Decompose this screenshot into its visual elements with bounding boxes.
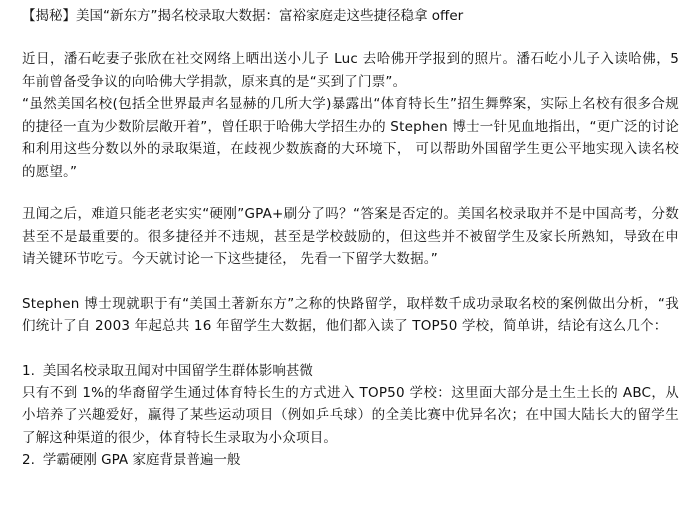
section-1-body: 只有不到 1%的华裔留学生通过体育特长生的方式进入 TOP50 学校：这里面大部分是土生土长的 ABC，从小培养了兴趣爱好，赢得了某些运动项目（例如乒乓球）的全美比赛中优异名次；在中国大陆长大的留学生了解这种渠道的很少，体育特长生录取为小众项目。 bbox=[22, 384, 679, 446]
section-1-title: 美国名校录取丑闻对中国留学生群体影响甚微 bbox=[42, 362, 313, 379]
paragraph-intro: 近日，潘石屹妻子张欣在社交网络上晒出送小儿子 Luc 去哈佛开学报到的照片。潘石屹小儿子入读哈佛，5 年前曾备受争议的向哈佛大学捐款，原来真的是“买到了门票”。 bbox=[22, 51, 679, 90]
paragraph-stephen: Stephen 博士现就职于有“美国土著新东方”之称的快路留学，取样数千成功录取名校的案例做出分析，“我们统计了自 2003 年起总共 16 年留学生大数据，他们都入读了 TOP50 学校，简单讲，结论有这么几个： bbox=[22, 295, 679, 334]
paragraph-quote: “虽然美国名校(包括全世界最声名显赫的几所大学)暴露出“体育特长生”招生舞弊案，实际上名校有很多合规的捷径一直为少数阶层敞开着”，曾任职于哈佛大学招生办的 Stephen 博士一针见血地指出，“更广泛的讨论和利用这些分数以外的录取渠道，在歧视少数族裔的大环境下， 可以帮助外国留学生更公平地实现入读名校的愿望。” bbox=[22, 96, 679, 180]
section-1-heading bbox=[22, 360, 679, 382]
section-2-heading bbox=[22, 449, 679, 471]
paragraph-scandal: 丑闻之后，难道只能老老实实“硬刚”GPA+刷分了吗？“答案是否定的。美国名校录取并不是中国高考，分数甚至不是最重要的。很多捷径并不违规，甚至是学校鼓励的，但这些并不被留学生及家长所熟知，导致在申请关键环节吃亏。今天就讨论一下这些捷径， 先看一下留学大数据。” bbox=[22, 206, 679, 267]
article-title: 【揭秘】美国“新东方”揭名校录取大数据：富裕家庭走这些捷径稳拿 offer bbox=[22, 8, 464, 24]
section-2-title: 学霸硬刚 GPA 家庭背景普遍一般 bbox=[42, 452, 241, 468]
section-2-number: 2. bbox=[22, 452, 35, 468]
section-1-number: 1. bbox=[22, 362, 35, 379]
